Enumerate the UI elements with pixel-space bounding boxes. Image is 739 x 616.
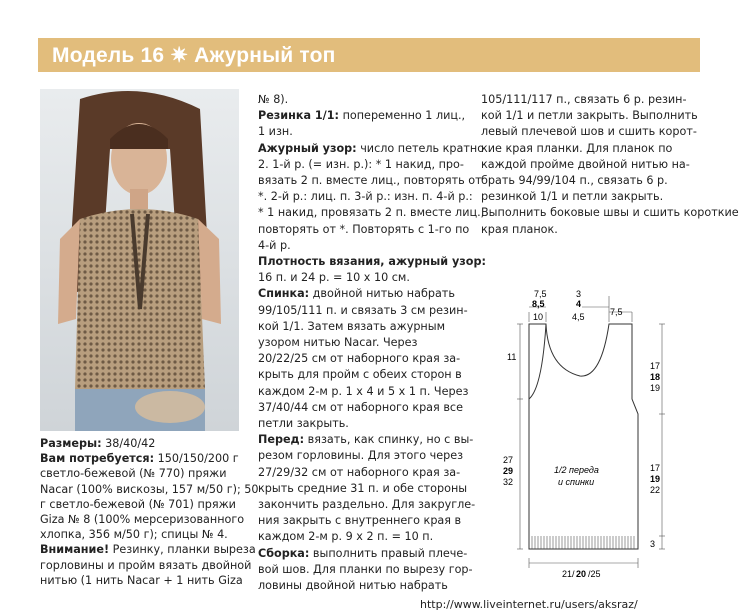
text-line: Плотность вязания, ажурный узор: <box>258 255 486 269</box>
text-line: 20/22/25 см от наборного края за- <box>258 352 461 366</box>
text-line: резом горловины. Для этого через <box>258 449 464 463</box>
dim-right-mid-c: 22 <box>650 485 661 495</box>
dim-right-top-a: 17 <box>650 361 661 371</box>
dim-right-top-c: 19 <box>650 383 661 393</box>
model-photo <box>40 89 239 431</box>
text-line: 27/29/32 см от наборного края за- <box>258 465 461 479</box>
text-line: левый плечевой шов и сшить корот- <box>481 125 697 139</box>
text-line: края планок. <box>481 222 558 236</box>
text-line: Спинка: двойной нитью набрать <box>258 287 455 301</box>
garment-outline <box>529 324 638 549</box>
text-line: Сборка: выполнить правый плече- <box>258 546 468 560</box>
dim-right-mid-a: 17 <box>650 463 661 473</box>
dim-bottom-bold: 20 <box>576 569 587 579</box>
text-line: Перед: вязать, как спинку, но с вы- <box>258 433 474 447</box>
text-line: горловины и пройм вязать двойной <box>40 558 252 572</box>
text-line: каждой пройме двойной нитью на- <box>481 157 690 171</box>
text-line: Внимание! Резинку, планки выреза <box>40 543 256 557</box>
text-line: 105/111/117 п., связать 6 р. резин- <box>481 93 687 106</box>
text-line: светло-бежевой (№ 770) пряжи <box>40 467 227 481</box>
dim-top-right: 7,5 <box>610 307 623 317</box>
text-line: петли закрыть. <box>258 417 349 431</box>
diagram-label-1: 1/2 переда <box>554 465 599 475</box>
dim-top-left-bold: 8,5 <box>532 299 545 309</box>
dim-bottom-post: /25 <box>588 569 601 579</box>
dim-top-mid-a: 3 <box>576 289 582 299</box>
column-3-text <box>481 92 739 238</box>
text-line: Nacar (100% вискозы, 157 м/50 г); 50 <box>40 482 259 496</box>
dim-top-mid-c: 4,5 <box>572 312 585 322</box>
text-line: нитью (1 нить Nacar + 1 нить Giza <box>40 573 243 587</box>
text-line: Ажурный узор: число петель кратно <box>258 141 485 155</box>
column-2-text <box>258 92 486 594</box>
dim-left-b: 29 <box>503 466 514 476</box>
text-line: ловины двойной нитью набрать <box>258 579 448 593</box>
text-line: узором нитью Nacar. Через <box>258 336 418 350</box>
text-line: повторять от *. Повторять с 1-го по <box>258 222 470 236</box>
dim-bottom-pre: 21/ <box>562 569 575 579</box>
text-line: 16 п. и 24 р. = 10 х 10 см. <box>258 271 410 285</box>
pattern-diagram <box>492 288 700 588</box>
text-line: брать 94/99/104 п., связать 6 р. <box>481 174 668 188</box>
text-line: вязать 2 п. вместе лиц., повторять от <box>258 174 482 188</box>
text-line: вой шов. Для планки по вырезу гор- <box>258 562 473 576</box>
dim-left-small: 11 <box>507 352 517 362</box>
text-line: * 1 накид, провязать 2 п. вместе лиц., <box>258 206 485 220</box>
text-line: 4-й р. <box>258 238 291 252</box>
text-line: крыть для пройм с обеих сторон в <box>258 368 462 382</box>
dim-left-c: 32 <box>503 477 514 487</box>
text-line: Размеры: 38/40/42 <box>40 437 156 450</box>
text-line: ния закрыть с внутреннего края в <box>258 514 462 528</box>
source-url: http://www.liveinternet.ru/users/aksraz/ <box>420 598 638 611</box>
text-line: хлопка, 356 м/50 г); спицы № 4. <box>40 528 228 542</box>
dim-top-mid-b: 4 <box>576 299 582 309</box>
dim-right-bottom: 3 <box>650 539 656 549</box>
ribbing <box>532 536 634 549</box>
dim-top-left-b: 10 <box>533 312 544 322</box>
text-line: 99/105/111 п. и связать 3 см резин- <box>258 303 468 317</box>
dim-right-mid-b: 19 <box>650 474 661 484</box>
text-line: резинкой 1/1 и петли закрыть. <box>481 190 664 204</box>
text-line: 37/40/44 см от наборного края все <box>258 400 463 414</box>
text-line: кие края планки. Для планок по <box>481 141 673 155</box>
text-line: Выполнить боковые швы и сшить короткие <box>481 206 739 220</box>
text-line: закончить раздельно. Для закругле- <box>258 498 476 512</box>
text-line: *. 2-й р.: лиц. п. 3-й р.: изн. п. 4-й р.: <box>258 190 473 204</box>
text-line: крыть средние 31 п. и обе стороны <box>258 481 468 495</box>
text-line: Giza № 8 (100% мерсеризованного <box>40 513 245 527</box>
diagram-label-2: и спинки <box>558 477 595 487</box>
text-line: 1 изн. <box>258 125 293 139</box>
dim-top-left: 7,5 <box>534 289 547 299</box>
text-line: № 8). <box>258 93 289 106</box>
dim-right-top-b: 18 <box>650 372 661 382</box>
title-bar <box>38 38 700 72</box>
column-1-text <box>40 436 259 588</box>
text-line: 2. 1-й р. (= изн. р.): * 1 накид, про- <box>258 157 464 171</box>
text-line: Вам потребуется: 150/150/200 г <box>40 452 239 466</box>
dim-left-a: 27 <box>503 455 514 465</box>
text-line: каждом 2-м р. 9 х 2 п. = 10 п. <box>258 530 434 544</box>
text-line: кой 1/1 и петли закрыть. Выполнить <box>481 109 698 123</box>
text-line: Резинка 1/1: попеременно 1 лиц., <box>258 109 466 123</box>
text-line: кой 1/1. Затем вязать ажурным <box>258 319 446 333</box>
dimension-lines <box>517 296 665 568</box>
page-title: Модель 16 ✷ Ажурный топ <box>52 44 336 67</box>
text-line: г светло-бежевой (№ 701) пряжи <box>40 497 236 511</box>
armhole-line <box>529 324 546 399</box>
text-line: каждом 2-м р. 1 х 4 и 5 х 1 п. Через <box>258 384 469 398</box>
